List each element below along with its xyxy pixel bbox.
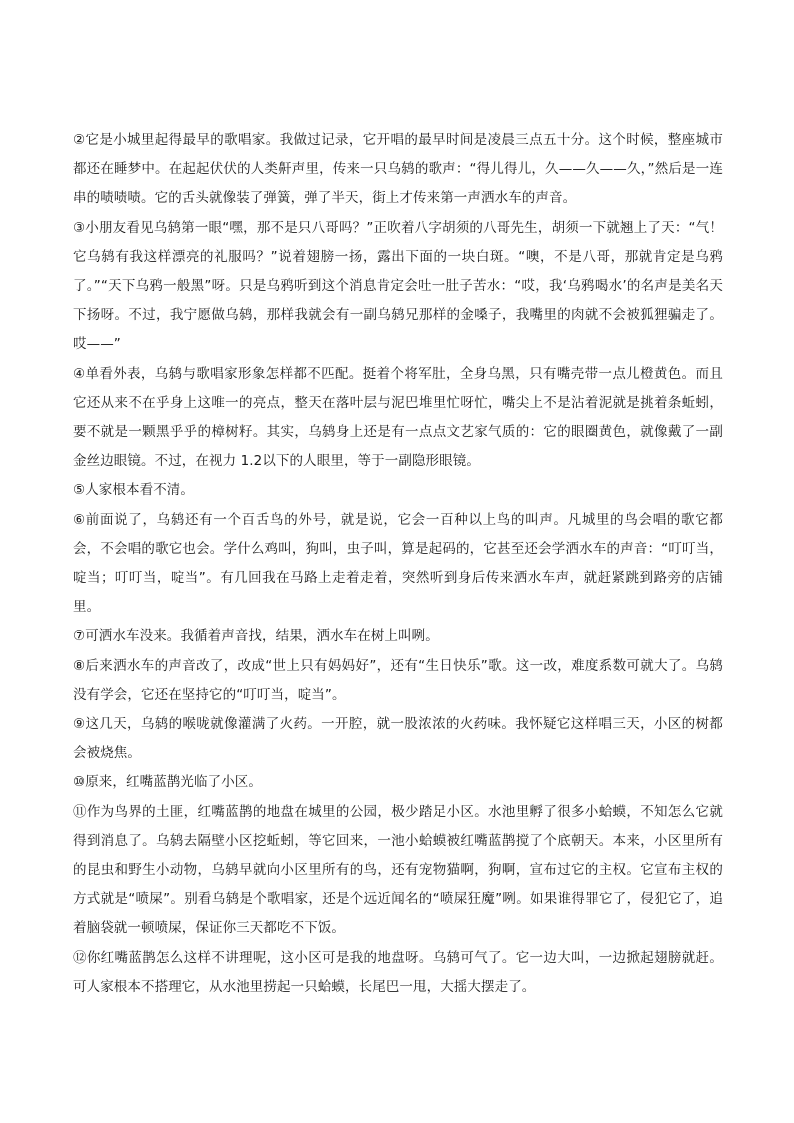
paragraph-2: ②它是小城里起得最早的歌唱家。我做过记录，它开唱的最早时间是凌晨三点五十分。这个时候，整座城市都还在睡梦中。在起起伏伏的人类鼾声里，传来一只乌鸫的歌声：“得儿得儿，久——久——久，”然后是一连串的啧啧啧。它的舌头就像装了弹簧，弹了半天，街上才传来第一声洒水车的声音。: [73, 132, 723, 207]
paragraph-8: ⑧后来洒水车的声音改了，改成“世上只有妈妈好”，还有“生日快乐”歌。这一改，难度系数可就大了。乌鸫没有学会，它还在坚持它的“叮叮当，啶当”。: [73, 657, 723, 703]
article-body: [73, 126, 723, 1002]
paragraph-11: ⑪作为鸟界的土匪，红嘴蓝鹊的地盘在城里的公园，极少踏足小区。水池里孵了很多小蛤蟆，不知怎么它就得到消息了。乌鸫去隔壁小区挖蚯蚓，等它回来，一池小蛤蟆被红嘴蓝鹊搅了个底朝天。本来，小区里所有的昆虫和野生小动物，乌鸫早就向小区里所有的鸟，还有宠物猫啊，狗啊，宣布过它的主权。它宣布主权的方式就是“喷屎”。别看乌鸫是个歌唱家，还是个远近闻名的“喷屎狂魔”咧。如果谁得罪它了，侵犯它了，追着脑袋就一顿喷屎，保证你三天都吃不下饭。: [73, 803, 723, 937]
paragraph-10: ⑩原来，红嘴蓝鹊光临了小区。: [73, 774, 263, 791]
paragraph-7: ⑦可洒水车没来。我循着声音找，结果，洒水车在树上叫咧。: [73, 628, 439, 645]
paragraph-3: ③小朋友看见乌鸫第一眼“嘿，那不是只八哥吗？”正吹着八字胡须的八哥先生，胡须一下就翘上了天：“气！它乌鸫有我这样漂亮的礼服吗？”说着翅膀一扬，露出下面的一块白斑。“噢，不是八哥，那就肯定是乌鸦了。”“天下乌鸦一般黑”呀。只是乌鸦听到这个消息肯定会吐一肚子苦水：“哎，我‘乌鸦喝水’的名声是美名天下扬呀。不过，我宁愿做乌鸫，那样我就会有一副乌鸫兄那样的金嗓子，我嘴里的肉就不会被狐狸骗走了。哎——”: [73, 219, 723, 353]
paragraph-4: ④单看外表，乌鸫与歌唱家形象怎样都不匹配。挺着个将军肚，全身乌黑，只有嘴壳带一点儿橙黄色。而且它还从来不在乎身上这唯一的亮点，整天在落叶层与泥巴堆里忙呀忙，嘴尖上不是沾着泥就是挑着条蚯蚓，要不就是一颗黑乎乎的樟树籽。其实，乌鸫身上还是有一点点文艺家气质的：它的眼圈黄色，就像戴了一副金丝边眼镜。不过，在视力 1.2以下的人眼里，等于一副隐形眼镜。: [73, 365, 723, 470]
paragraph-5: ⑤人家根本看不清。: [73, 482, 195, 499]
paragraph-9: ⑨这几天，乌鸫的喉咙就像灌满了火药。一开腔，就一股浓浓的火药味。我怀疑它这样唱三天，小区的树都会被烧焦。: [73, 716, 723, 762]
paragraph-6: ⑥前面说了，乌鸫还有一个百舌鸟的外号，就是说，它会一百种以上鸟的叫声。凡城里的鸟会唱的歌它都会，不会唱的歌它也会。学什么鸡叫，狗叫，虫子叫，算是起码的，它甚至还会学洒水车的声音：“叮叮当，啶当；叮叮当，啶当”。有几回我在马路上走着走着，突然听到身后传来洒水车声，就赶紧跳到路旁的店铺里。: [73, 511, 723, 616]
paragraph-12: ⑫你红嘴蓝鹊怎么这样不讲理呢，这小区可是我的地盘呀。乌鸫可气了。它一边大叫，一边掀起翅膀就赶。可人家根本不搭理它，从水池里捞起一只蛤蟆，长尾巴一甩，大摇大摆走了。: [73, 949, 723, 995]
